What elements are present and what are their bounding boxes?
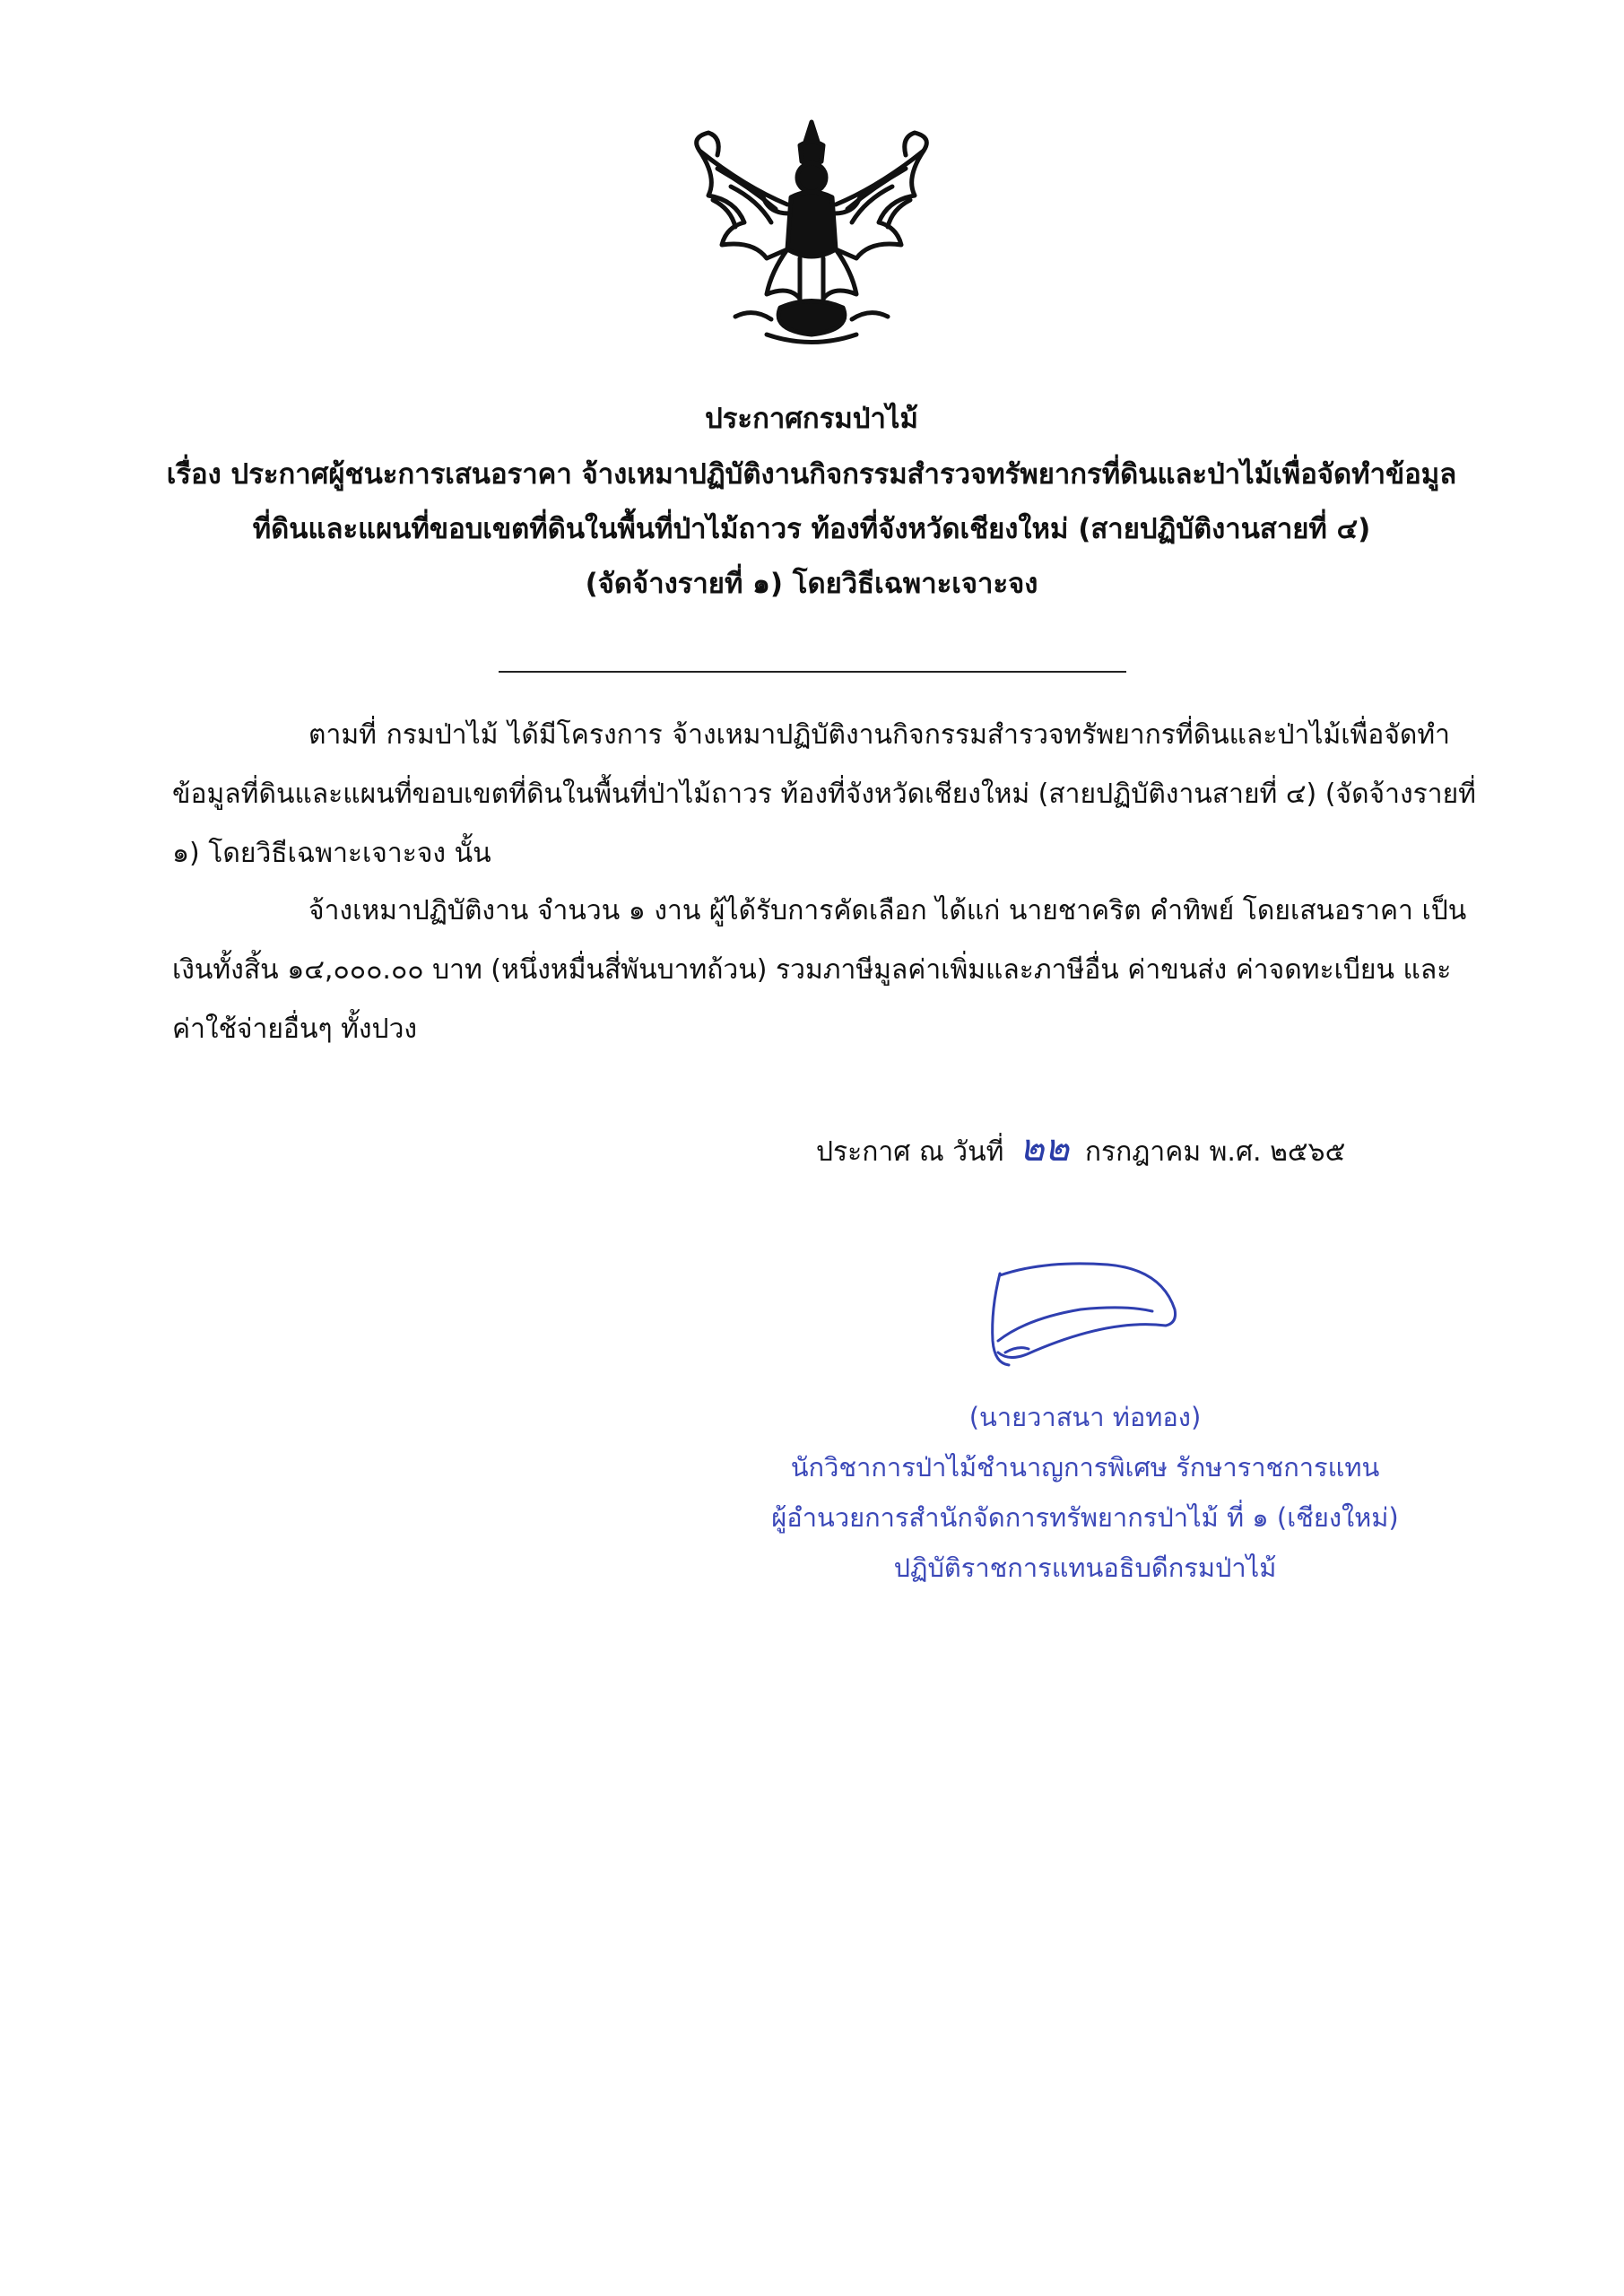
organization-title: ประกาศกรมป่าไม้ <box>705 403 918 435</box>
subject-line-3: (จัดจ้างรายที่ ๑) โดยวิธีเฉพาะเจาะจง <box>585 568 1038 600</box>
divider-line <box>499 671 1126 673</box>
signatory-position-3: ปฏิบัติราชการแทนอธิบดีกรมป่าไม้ <box>893 1552 1277 1583</box>
garuda-emblem-icon <box>682 115 942 352</box>
paragraph-2-line-3: ค่าใช้จ่ายอื่นๆ ทั้งปวง <box>172 1013 418 1045</box>
paragraph-1 <box>172 716 1476 893</box>
signatory-position-1: นักวิชาการป่าไม้ชำนาญการพิเศษ รักษาราชการแทน <box>790 1452 1380 1483</box>
announcement-date <box>816 1126 1345 1175</box>
subject-line-2: ที่ดินและแผนที่ขอบเขตที่ดินในพื้นที่ป่าไม้ถาวร ท้องที่จังหวัดเชียงใหม่ (สายปฏิบัติงานสายที่ ๔) <box>252 513 1371 545</box>
paragraph-1-line-3: ๑) โดยวิธีเฉพาะเจาะจง นั้น <box>172 838 491 869</box>
paragraph-2 <box>172 891 1467 1069</box>
paragraph-2-line-2: เงินทั้งสิ้น ๑๔,๐๐๐.๐๐ บาท (หนึ่งหมื่นสี่พันบาทถ้วน) รวมภาษีมูลค่าเพิ่มและภาษีอื่น ค่าขนส่ง ค่าจดทะเบียน และ <box>172 954 1452 986</box>
signatory-name: (นายวาสนา ท่อทอง) <box>968 1402 1202 1432</box>
date-prefix: ประกาศ ณ วันที่ <box>816 1136 1004 1168</box>
subject-line-1: เรื่อง ประกาศผู้ชนะการเสนอราคา จ้างเหมาปฏิบัติงานกิจกรรมสำรวจทรัพยากรที่ดินและป่าไม้เพื่อจัดทำข้อมูล <box>166 458 1457 491</box>
paragraph-1-line-1: ตามที่ กรมป่าไม้ ได้มีโครงการ จ้างเหมาปฏิบัติงานกิจกรรมสำรวจทรัพยากรที่ดินและป่าไม้เพื่อจัดทำ <box>308 719 1450 751</box>
announcement-header <box>135 399 1489 619</box>
signatory-block <box>735 1399 1435 1600</box>
date-day-handwritten: ๒๒ <box>1019 1126 1070 1170</box>
signatory-position-2: ผู้อำนวยการสำนักจัดการทรัพยากรป่าไม้ ที่ ๑ (เชียงใหม่) <box>771 1502 1399 1533</box>
paragraph-2-line-1: จ้างเหมาปฏิบัติงาน จำนวน ๑ งาน ผู้ได้รับการคัดเลือก ได้แก่ นายชาคริต คำทิพย์ โดยเสนอราคา เป็น <box>308 895 1467 926</box>
paragraph-1-line-2: ข้อมูลที่ดินและแผนที่ขอบเขตที่ดินในพื้นที่ป่าไม้ถาวร ท้องที่จังหวัดเชียงใหม่ (สายปฏิบัติงานสายที่ ๔) (จัดจ้างรายที่ <box>172 778 1476 810</box>
handwritten-signature <box>973 1256 1206 1390</box>
date-suffix: กรกฎาคม พ.ศ. ๒๕๖๕ <box>1084 1136 1346 1168</box>
